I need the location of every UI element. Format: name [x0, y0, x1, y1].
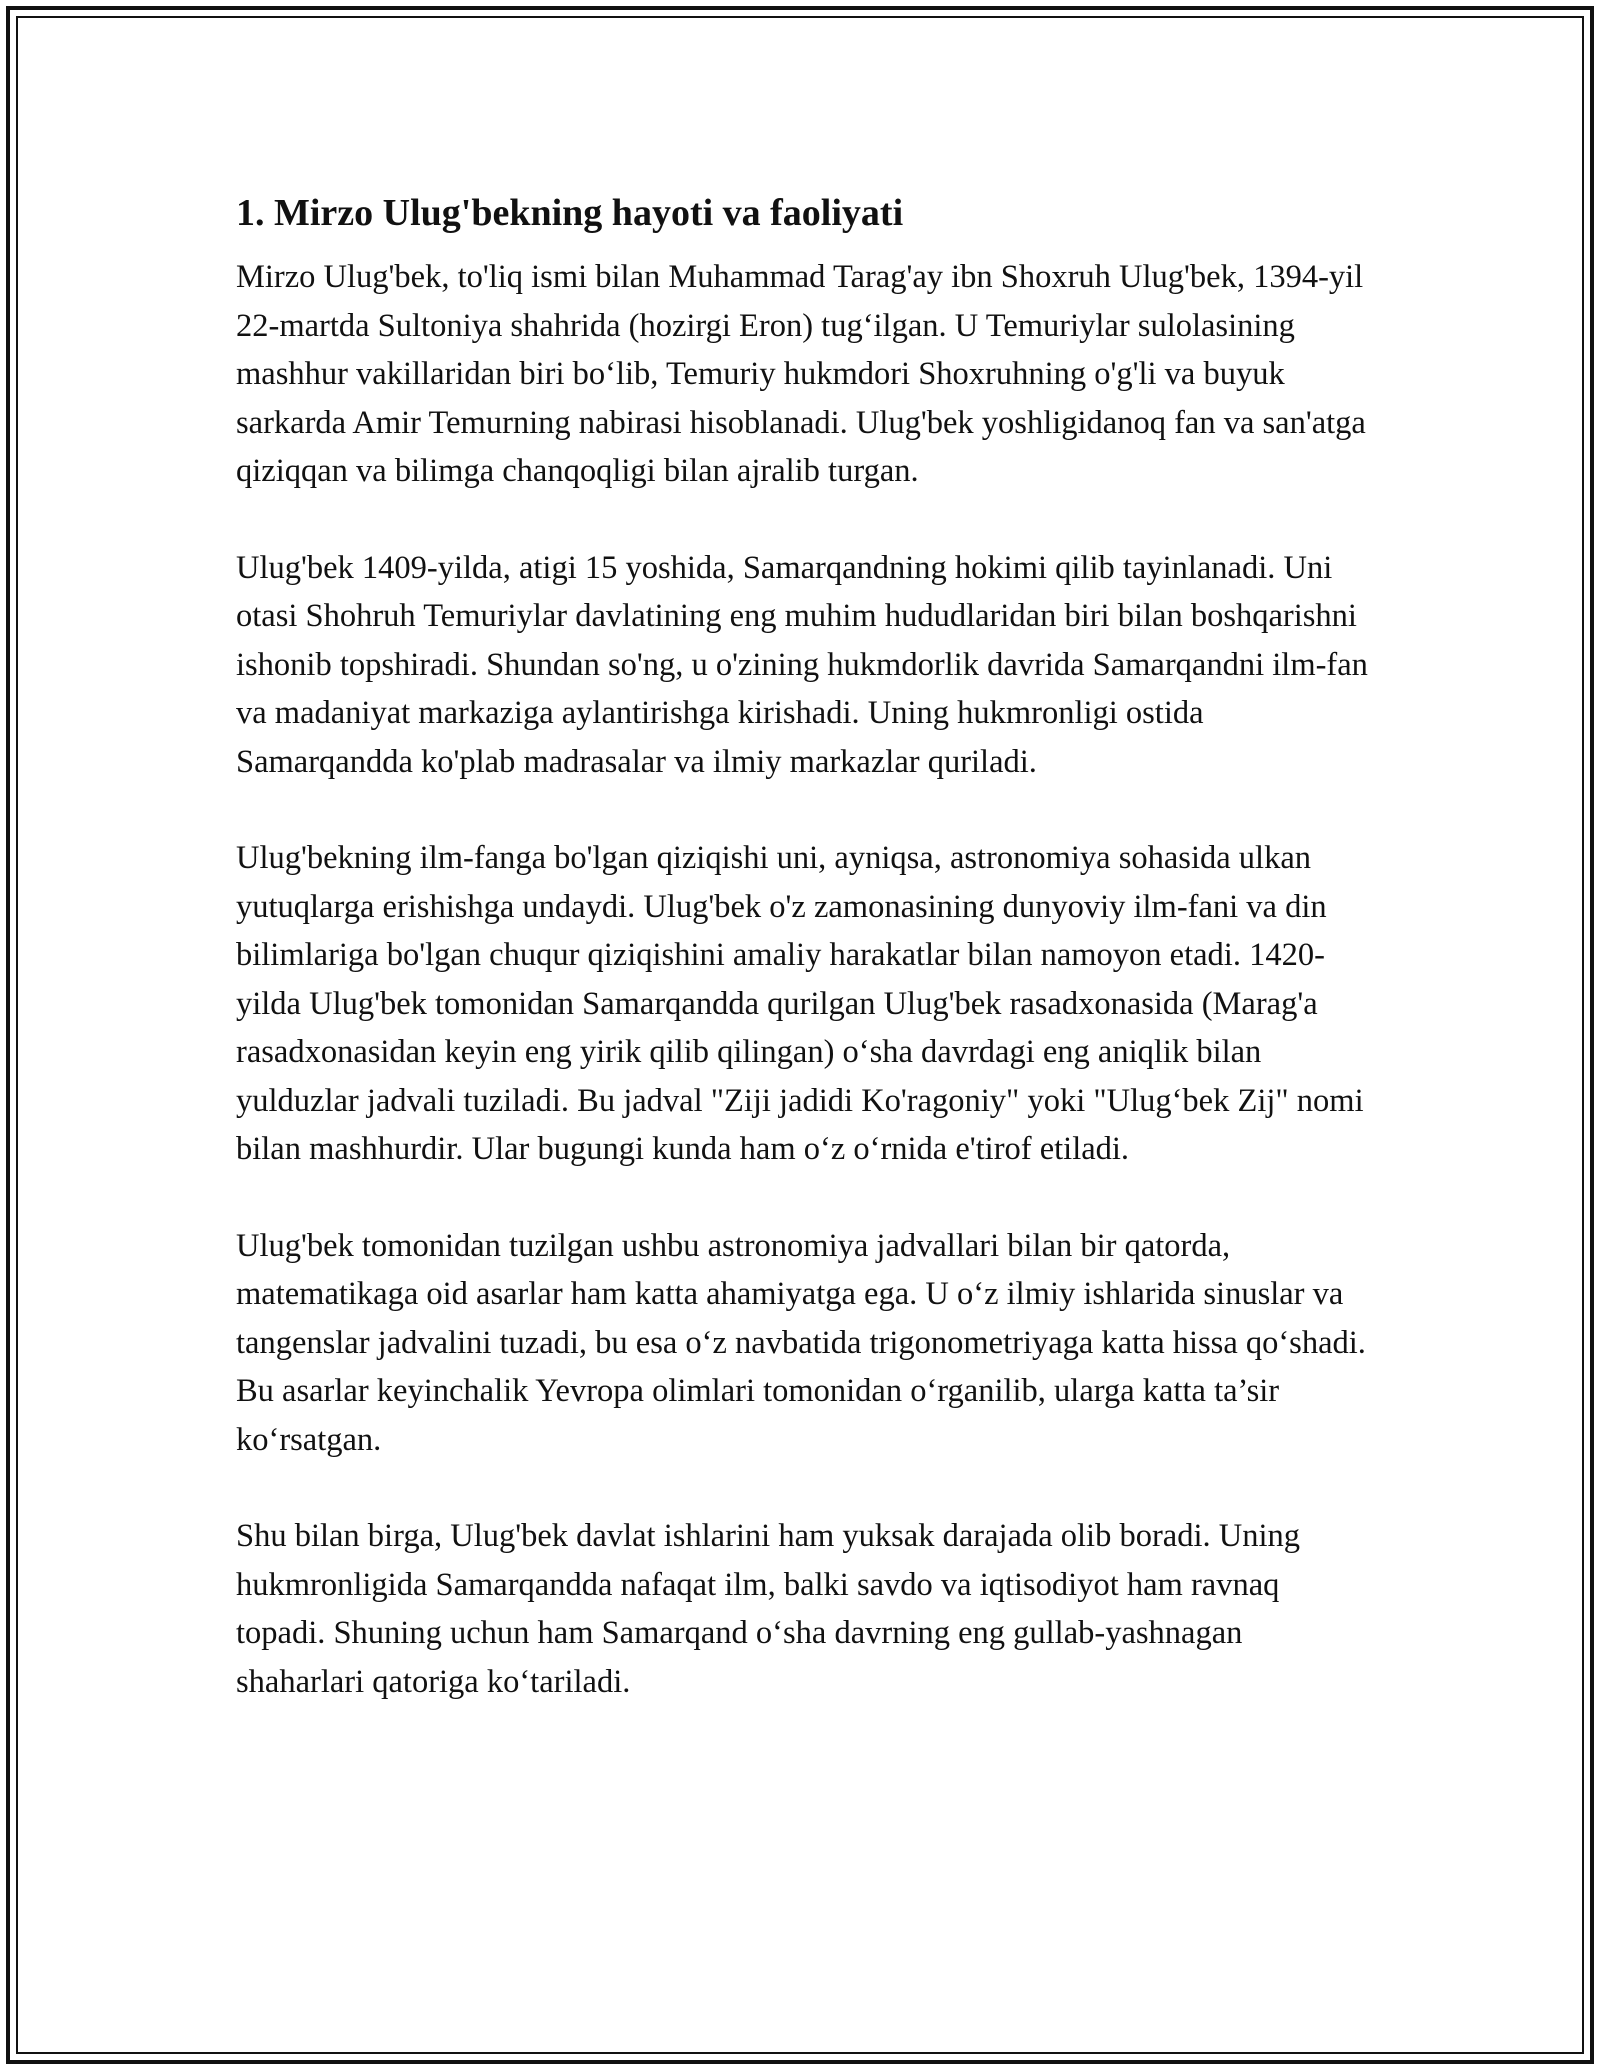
- paragraph-3: Ulug'bekning ilm-fanga bo'lgan qiziqishi uni, ayniqsa, astronomiya sohasida ulkan yutuqlarga erishishga undaydi. Ulug'bek o'z zamonasining dunyoviy ilm-fani va din bilimlariga bo'lgan chuqur qiziqishini amaliy harakatlar bilan namoyon etadi. 1420-yilda Ulug'bek tomonidan Samarqandda qurilgan Ulug'bek rasadxonasida (Marag'a rasadxonasidan keyin eng yirik qilib qilingan) o‘sha davrdagi eng aniqlik bilan yulduzlar jadvali tuziladi. Bu jadval "Ziji jadidi Ko'ragoniy" yoki "Ulug‘bek Zij" nomi bilan mashhurdir. Ular bugungi kunda ham o‘z o‘rnida e'tirof etiladi.: [236, 840, 1364, 1167]
- section-heading: 1. Mirzo Ulug'bekning hayoti va faoliyati: [236, 192, 904, 234]
- document-body: [236, 185, 1376, 1754]
- paragraph-5: Shu bilan birga, Ulug'bek davlat ishlarini ham yuksak darajada olib boradi. Uning hukmronligida Samarqandda nafaqat ilm, balki savdo va iqtisodiyot ham ravnaq topadi. Shuning uchun ham Samarqand o‘sha davrning eng gullab-yashnagan shaharlari qatoriga ko‘tariladi.: [236, 1518, 1300, 1700]
- paragraph-1: Mirzo Ulug'bek, to'liq ismi bilan Muhammad Tarag'ay ibn Shoxruh Ulug'bek, 1394-yil 22-martda Sultoniya shahrida (hozirgi Eron) tug‘ilgan. U Temuriylar sulolasining mashhur vakillaridan biri bo‘lib, Temuriy hukmdori Shoxruhning o'g'li va buyuk sarkarda Amir Temurning nabirasi hisoblanadi. Ulug'bek yoshligidanoq fan va san'atga qiziqqan va bilimga chanqoqligi bilan ajralib turgan.: [236, 259, 1366, 489]
- paragraph-2: Ulug'bek 1409-yilda, atigi 15 yoshida, Samarqandning hokimi qilib tayinlanadi. Uni otasi Shohruh Temuriylar davlatining eng muhim hududlaridan biri bilan boshqarishni ishonib topshiradi. Shundan so'ng, u o'zining hukmdorlik davrida Samarqandni ilm-fan va madaniyat markaziga aylantirishga kirishadi. Uning hukmronligi ostida Samarqandda ko'plab madrasalar va ilmiy markazlar quriladi.: [236, 549, 1368, 780]
- paragraph-4: Ulug'bek tomonidan tuzilgan ushbu astronomiya jadvallari bilan bir qatorda, matematikaga oid asarlar ham katta ahamiyatga ega. U o‘z ilmiy ishlarida sinuslar va tangenslar jadvalini tuzadi, bu esa o‘z navbatida trigonometriyaga katta hissa qo‘shadi. Bu asarlar keyinchalik Yevropa olimlari tomonidan o‘rganilib, ularga katta ta’sir ko‘rsatgan.: [236, 1227, 1366, 1458]
